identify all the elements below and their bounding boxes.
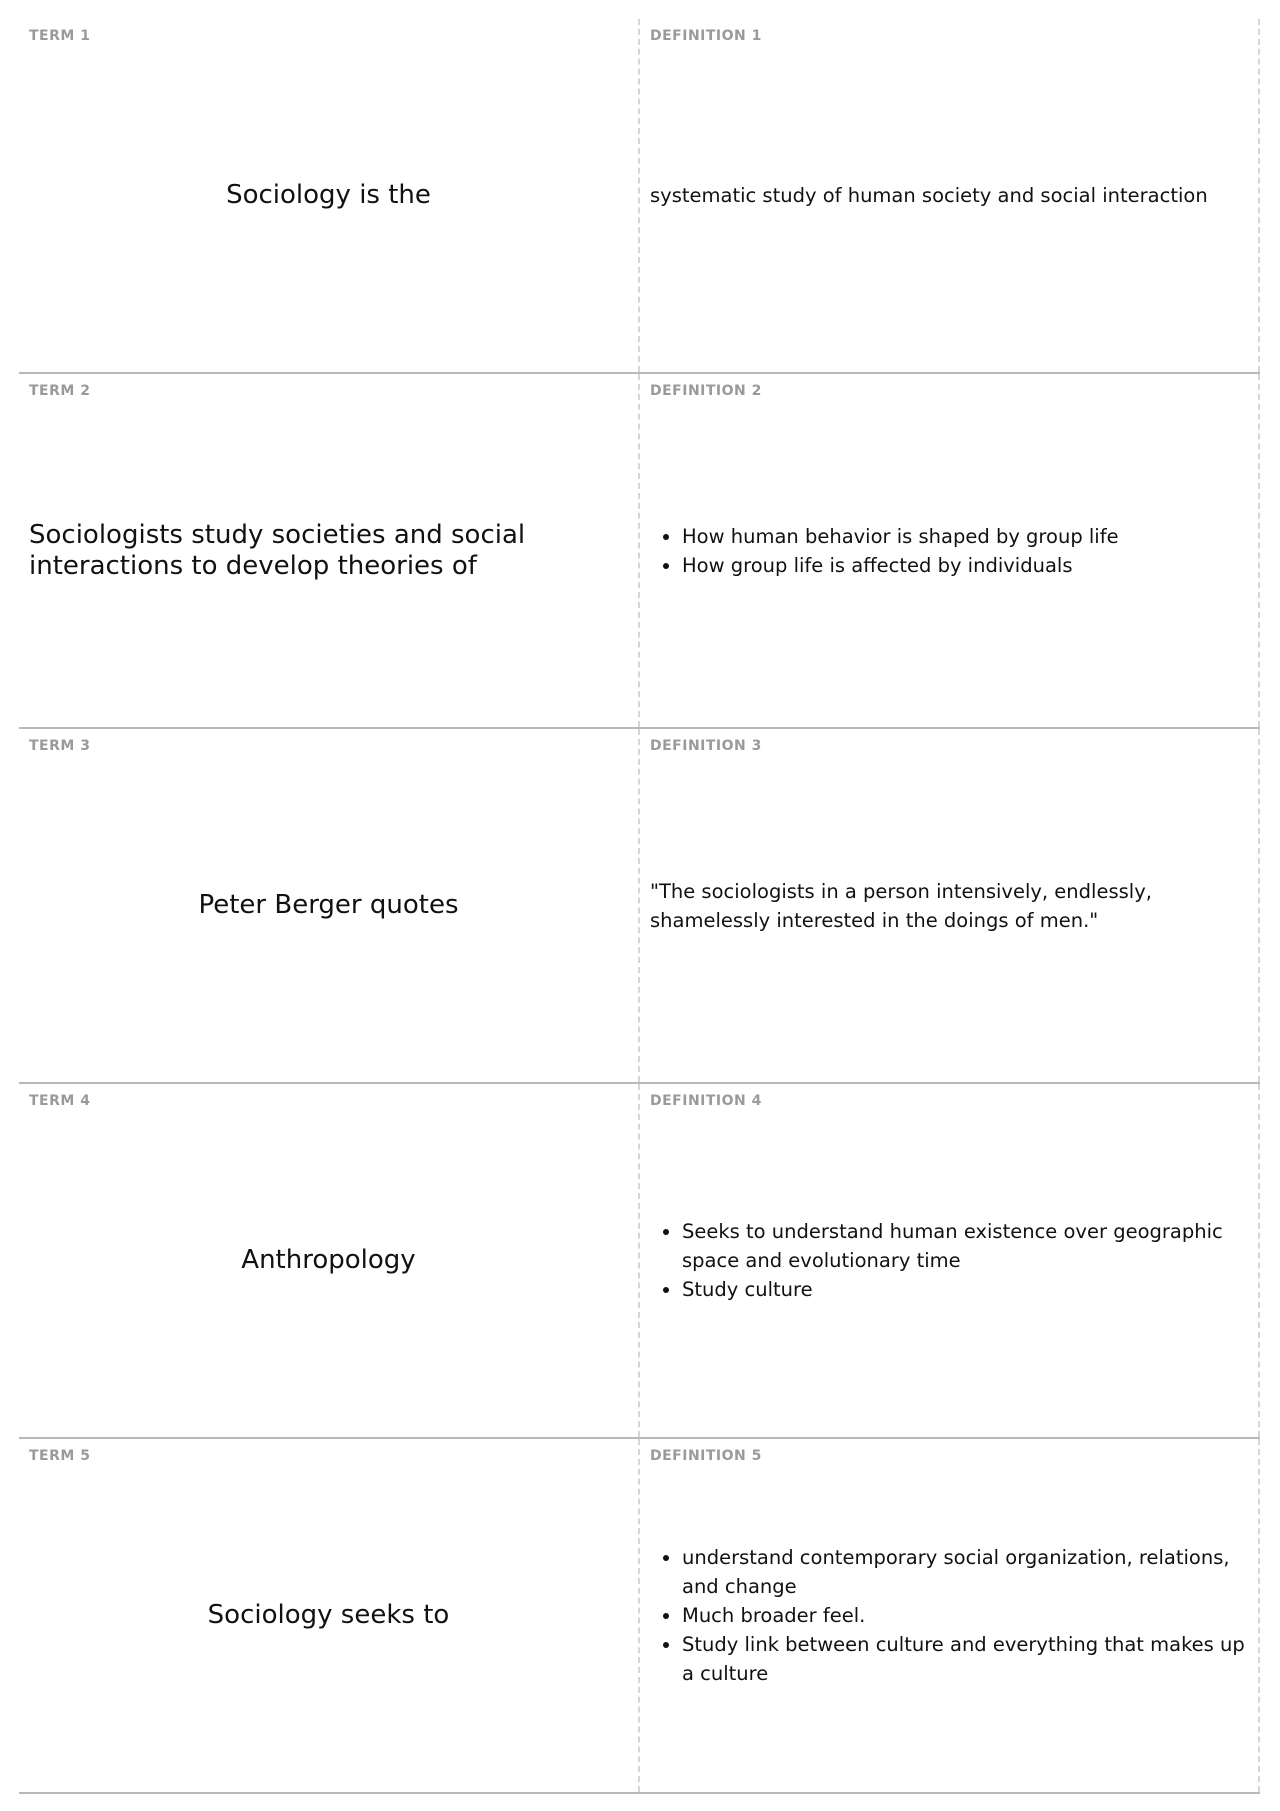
- flashcard-row-1: [19, 19, 1260, 374]
- definition-cell: [640, 1084, 1260, 1437]
- definition-list-item: • Much broader feel.: [682, 1601, 1248, 1630]
- definition-cell: [640, 729, 1260, 1082]
- term-text: Anthropology: [241, 1245, 416, 1275]
- definition-cell: [640, 19, 1260, 372]
- term-label: TERM 5: [29, 1448, 91, 1464]
- term-cell: [19, 1084, 640, 1437]
- definition-label: DEFINITION 1: [650, 28, 762, 44]
- term-text: Peter Berger quotes: [198, 890, 459, 920]
- term-cell: [19, 374, 640, 727]
- definition-label: DEFINITION 5: [650, 1448, 762, 1464]
- term-cell: [19, 19, 640, 372]
- definition-list: [650, 1543, 1248, 1688]
- definition-text: systematic study of human society and social interaction: [650, 184, 1208, 207]
- definition-list: [650, 522, 1119, 580]
- definition-cell: [640, 1439, 1260, 1792]
- definition-label: DEFINITION 3: [650, 738, 762, 754]
- term-label: TERM 3: [29, 738, 91, 754]
- term-label: TERM 4: [29, 1093, 91, 1109]
- definition-label: DEFINITION 2: [650, 383, 762, 399]
- term-label: TERM 2: [29, 383, 91, 399]
- definition-text: "The sociologists in a person intensively, endlessly, shamelessly interested in the doings of men.": [650, 879, 1152, 932]
- term-text: Sociology seeks to: [207, 1600, 450, 1630]
- term-label: TERM 1: [29, 28, 91, 44]
- term-cell: [19, 1439, 640, 1792]
- term-text: Sociologists study societies and social interactions to develop theories of: [29, 519, 526, 581]
- definition-list-item: • How group life is affected by individuals: [682, 551, 1119, 580]
- flashcard-row-4: [19, 1084, 1260, 1439]
- flashcard-sheet: [19, 19, 1260, 1794]
- definition-list-item: • How human behavior is shaped by group life: [682, 522, 1119, 551]
- definition-label: DEFINITION 4: [650, 1093, 762, 1109]
- term-text: Sociology is the: [226, 180, 431, 210]
- definition-list-item: • Study culture: [682, 1275, 1248, 1304]
- definition-list-item: • Seeks to understand human existence over geographic space and evolutionary time: [682, 1217, 1248, 1275]
- flashcard-row-3: [19, 729, 1260, 1084]
- definition-list-item: • understand contemporary social organization, relations, and change: [682, 1543, 1248, 1601]
- flashcard-row-2: [19, 374, 1260, 729]
- definition-cell: [640, 374, 1260, 727]
- flashcard-row-5: [19, 1439, 1260, 1794]
- term-cell: [19, 729, 640, 1082]
- definition-list-item: • Study link between culture and everything that makes up a culture: [682, 1630, 1248, 1688]
- definition-list: [650, 1217, 1248, 1304]
